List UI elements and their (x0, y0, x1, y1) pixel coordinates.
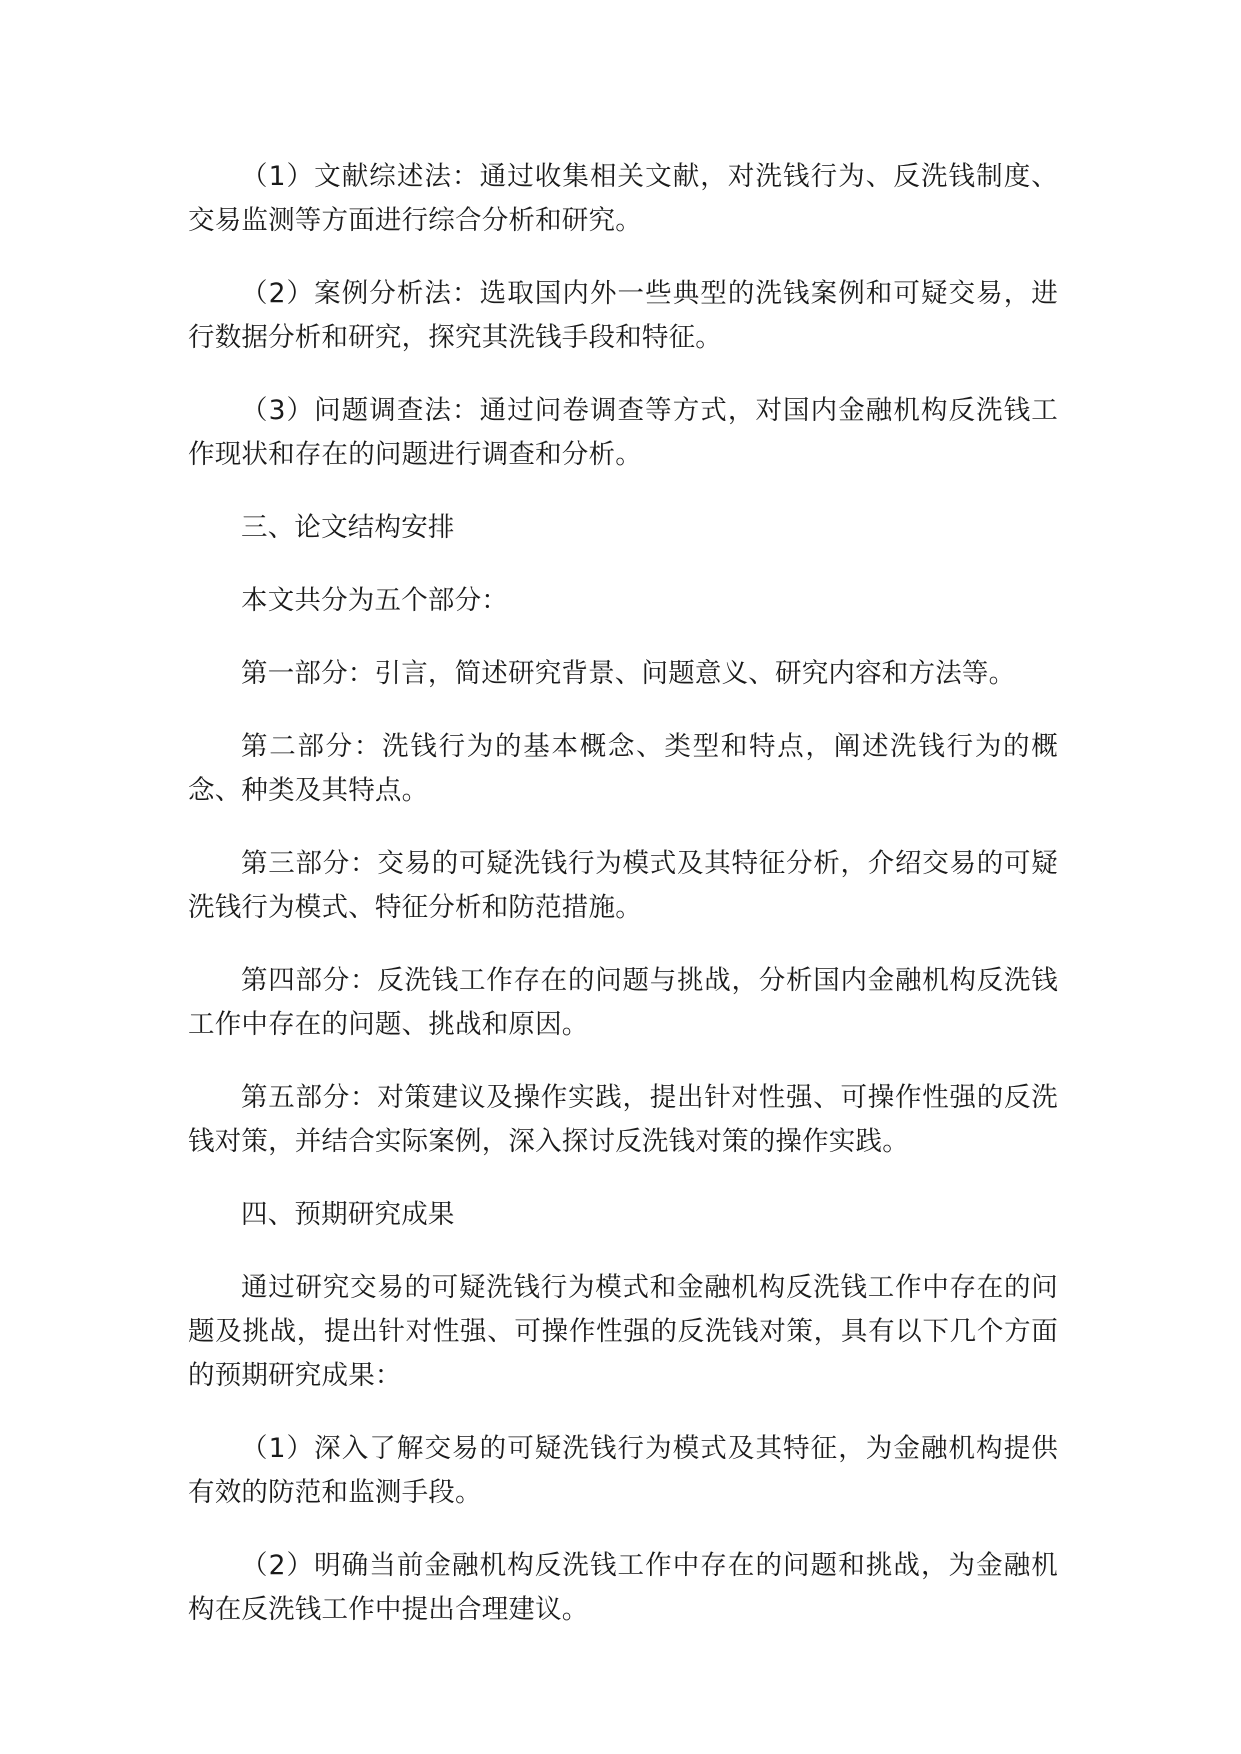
paragraph-result-one: （1）深入了解交易的可疑洗钱行为模式及其特征，为金融机构提供有效的防范和监测手段。 (188, 1433, 1058, 1508)
paragraph-part-four: 第四部分：反洗钱工作存在的问题与挑战，分析国内金融机构反洗钱工作中存在的问题、挑战和原因。 (188, 965, 1058, 1040)
section-heading-expected-results: 四、预期研究成果 (241, 1199, 455, 1230)
paragraph-structure-intro: 本文共分为五个部分： (241, 585, 508, 616)
paragraph-part-two: 第二部分：洗钱行为的基本概念、类型和特点，阐述洗钱行为的概念、种类及其特点。 (188, 731, 1058, 806)
paragraph-method-literature-review: （1）文献综述法：通过收集相关文献，对洗钱行为、反洗钱制度、交易监测等方面进行综合分析和研究。 (188, 161, 1058, 236)
paragraph-method-survey: （3）问题调查法：通过问卷调查等方式，对国内金融机构反洗钱工作现状和存在的问题进行调查和分析。 (188, 395, 1058, 470)
paragraph-result-two: （2）明确当前金融机构反洗钱工作中存在的问题和挑战，为金融机构在反洗钱工作中提出合理建议。 (188, 1550, 1058, 1625)
document-body (188, 155, 1058, 1661)
paragraph-method-case-analysis: （2）案例分析法：选取国内外一些典型的洗钱案例和可疑交易，进行数据分析和研究，探究其洗钱手段和特征。 (188, 278, 1058, 353)
paragraph-part-five: 第五部分：对策建议及操作实践，提出针对性强、可操作性强的反洗钱对策，并结合实际案例，深入探讨反洗钱对策的操作实践。 (188, 1082, 1058, 1157)
section-heading-structure: 三、论文结构安排 (241, 512, 455, 543)
paragraph-results-intro: 通过研究交易的可疑洗钱行为模式和金融机构反洗钱工作中存在的问题及挑战，提出针对性强、可操作性强的反洗钱对策，具有以下几个方面的预期研究成果： (188, 1272, 1058, 1391)
paragraph-part-three: 第三部分：交易的可疑洗钱行为模式及其特征分析，介绍交易的可疑洗钱行为模式、特征分析和防范措施。 (188, 848, 1058, 923)
paragraph-part-one: 第一部分：引言，简述研究背景、问题意义、研究内容和方法等。 (241, 658, 1016, 689)
